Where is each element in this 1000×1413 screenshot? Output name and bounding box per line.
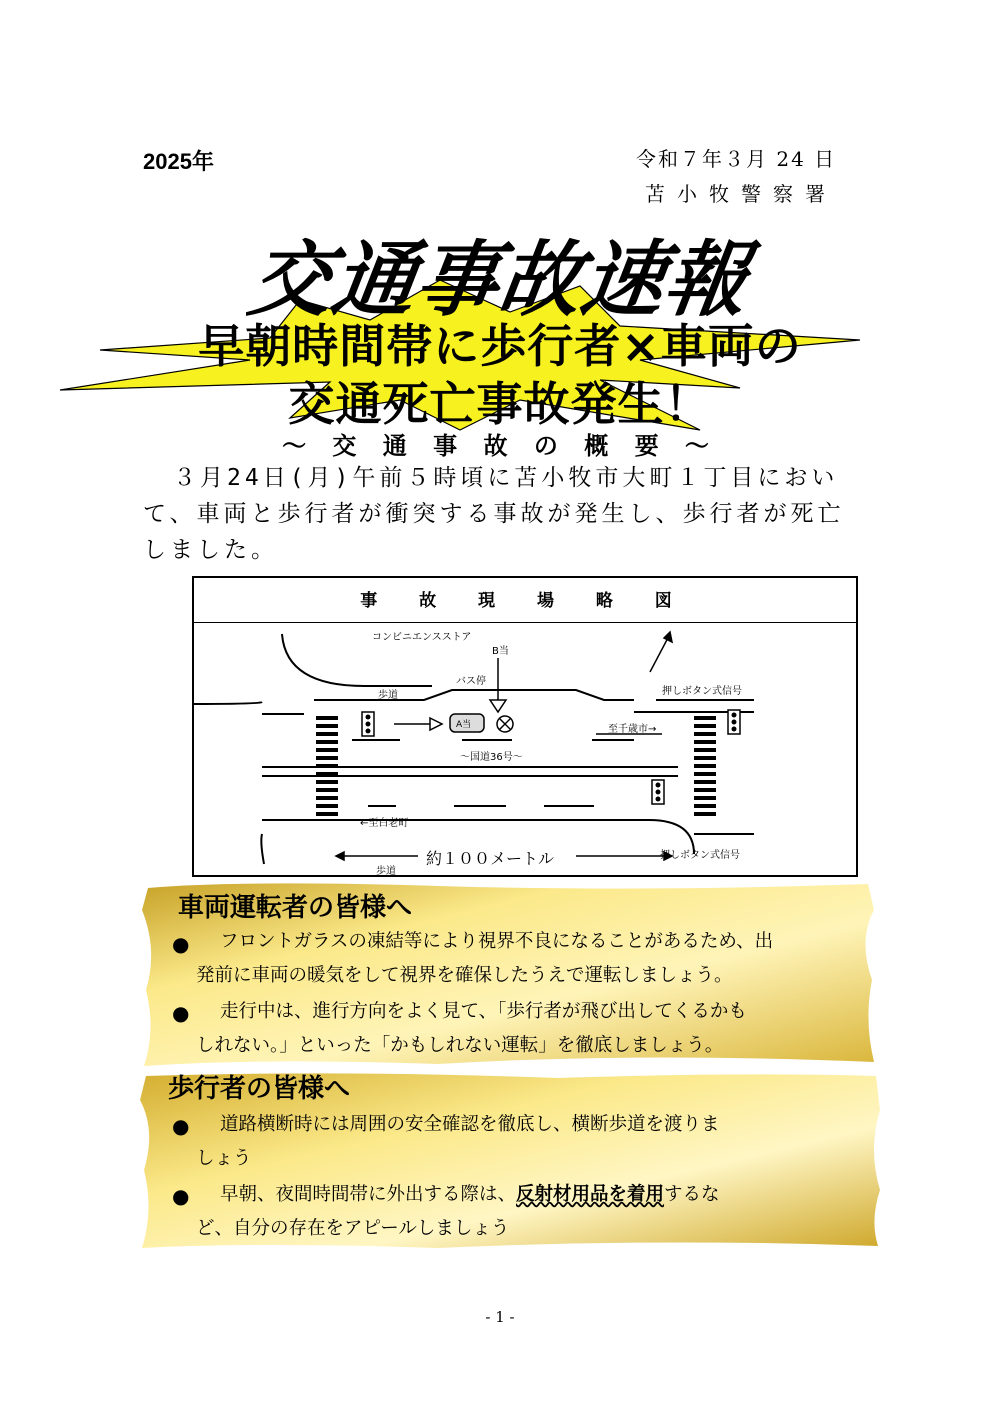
reflector-highlight: 反射材用品を着用 (516, 1184, 665, 1205)
pedestrians-item-2-pre: 早朝、夜間時間帯に外出する際は、 (220, 1184, 517, 1205)
pedestrians-item-1-line-1: 道路横断時には周囲の安全確認を徹底し、横断歩道を渡りま (220, 1114, 720, 1135)
drivers-heading: 車両運転者の皆様へ (178, 893, 413, 923)
pedestrians-bullet-2: ● (172, 1184, 190, 1208)
pedestrians-item-1-line-2: しょう (196, 1148, 252, 1169)
overview-body (143, 460, 863, 568)
overview-line-1: ３月24日(月)午前５時頃に苫小牧市大町１丁目におい (173, 465, 839, 491)
drivers-bullet-1: ● (172, 932, 190, 956)
overview-line-2: て、車両と歩行者が衝突する事故が発生し、歩行者が死亡 (143, 501, 845, 527)
map-label-distance: 約１００メートル (426, 849, 555, 868)
office-label: 苫小牧警察署 (645, 182, 837, 206)
map-label-route: ～国道36号～ (460, 752, 523, 763)
drivers-item-2-line-1: 走行中は、進行方向をよく見て、「歩行者が飛び出してくるかも (220, 1001, 747, 1022)
map-title: 事 故 現 場 略 図 (360, 591, 690, 611)
map-label-sidewalk-bottom: 歩道 (376, 866, 396, 876)
map-label-to-chitose: 至千歳市→ (608, 724, 657, 735)
overview-heading: ～ 交 通 事 故 の 概 要 ～ (282, 432, 718, 460)
map-label-to-shiraoi: ←至白老町 (360, 818, 409, 829)
map-label-push-signal-bottom: 押しボタン式信号 (660, 850, 740, 861)
page-number: - 1 - (485, 1308, 515, 1326)
map-label-bus-stop: バス停 (456, 676, 486, 687)
map-label-b-point: B当 (492, 646, 509, 657)
overview-line-3: しました。 (143, 537, 278, 563)
drivers-bullet-2: ● (172, 1001, 190, 1025)
page-title: 交通事故速報 (243, 233, 755, 328)
map-diagram (194, 624, 856, 876)
accident-map (192, 576, 858, 877)
drivers-item-1-line-1: フロントガラスの凍結等により視界不良になることがあるため、出 (220, 931, 774, 952)
drivers-item-1-line-2: 発前に車両の暖気をして視界を確保したうえで運転しましょう。 (196, 965, 733, 986)
date-label: 令和７年３月 24 日 (636, 147, 837, 171)
map-divider (194, 622, 856, 623)
pedestrians-item-2-line-2: ど、自分の存在をアピールしましょう (196, 1218, 510, 1239)
pedestrians-bullet-1: ● (172, 1114, 190, 1138)
pedestrians-item-2-post: するな (664, 1184, 720, 1205)
pedestrians-heading: 歩行者の皆様へ (168, 1074, 351, 1104)
subtitle-line-1: 早朝時間帯に歩行者×車両の (198, 319, 802, 373)
map-label-a-point: A当 (456, 720, 472, 730)
drivers-item-2-line-2: しれない。」といった「かもしれない運転」を徹底しましょう。 (196, 1035, 724, 1056)
map-label-convenience-store: コンビニエンスストア (372, 632, 472, 643)
subtitle-line-2: 交通死亡事故発生！ (288, 377, 712, 431)
map-label-sidewalk-top: 歩道 (378, 690, 398, 701)
map-label-push-signal-top: 押しボタン式信号 (662, 686, 742, 697)
pedestrians-item-2-line-1 (220, 1178, 720, 1212)
year-label: 2025年 (143, 149, 214, 174)
